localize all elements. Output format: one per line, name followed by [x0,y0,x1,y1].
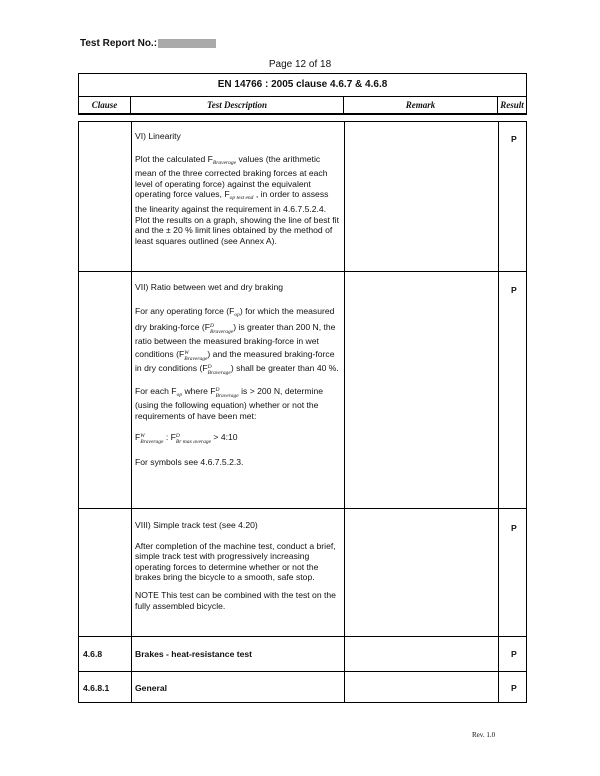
heat-clause: 4.6.8 [83,649,103,659]
ratio-description [135,282,341,474]
header-double-rule [78,113,527,115]
redacted-report-number [158,39,216,48]
ratio-title: VII) Ratio between wet and dry braking [135,282,284,292]
row-divider [79,636,526,637]
linearity-description [135,131,341,253]
track-description [135,520,341,618]
general-title: General [135,683,168,693]
remark-divider [498,122,499,702]
report-number-label [80,38,216,49]
general-result: P [511,683,517,693]
linearity-text: Plot the calculated $F_{Braverage}$ values (the arithmetic mean of the three corrected braking forces at each level of operating force) against the equivalent operating force values, $F_{op test end}$ , in order to assess the linearity against the requirement in 4.6.7.5.2.4. Plot the results on a graph, showing the line of best fit and the ± 20 % limit lines obtained by the method of least squares outlined (see Annex A). [135,153,339,246]
column-header-result: Result [497,97,527,115]
linearity-result: P [511,134,517,144]
heat-result: P [511,649,517,659]
ratio-equation: FW Braverage : FD Br max average > 4:10 [135,431,238,445]
column-header-description: Test Description [130,97,344,115]
track-text: After completion of the machine test, conduct a brief, simple track test with progressively increasing operating forces to determine whether or not the brakes bring the bicycle to a smooth, safe stop. [135,540,336,583]
row-divider [79,271,526,272]
clause-divider [131,122,132,702]
description-divider [344,122,345,702]
revision-label: Rev. 1.0 [472,731,496,739]
track-note: NOTE This test can be combined with the test on the fully assembled bicycle. [135,589,336,611]
heat-title: Brakes - heat-resistance test [135,649,253,659]
column-header-clause: Clause [78,97,131,115]
ratio-instruction: For each $F_{op}$ where FD Braverage is > 200 N, determine (using the following equation) whether or not the requirements of have been met: [135,385,324,421]
linearity-title: VI) Linearity [135,131,181,141]
row-divider [79,508,526,509]
report-no-text: Test Report No.: [80,38,158,49]
row-divider [79,671,526,672]
column-header-remark: Remark [343,97,498,115]
track-title: VIII) Simple track test (see 4.20) [135,520,258,530]
standard-title: EN 14766 : 2005 clause 4.6.7 & 4.6.8 [78,73,527,97]
track-result: P [511,523,517,533]
ratio-symbols-note: For symbols see 4.6.7.5.2.3. [135,456,244,467]
test-table [78,121,527,703]
general-clause: 4.6.8.1 [83,683,110,693]
ratio-text: For any operating force $(F_{op})$ for which the measured dry braking-force (FD Braverage) is greater than 200 N, the ratio between the measured braking-force in wet conditions (FW Braverage) and the measured braking-force in dry conditions (FD Braverage) shall be greater than 40 %. [135,305,339,376]
page-number: Page 12 of 18 [268,59,332,70]
ratio-result: P [511,285,517,295]
